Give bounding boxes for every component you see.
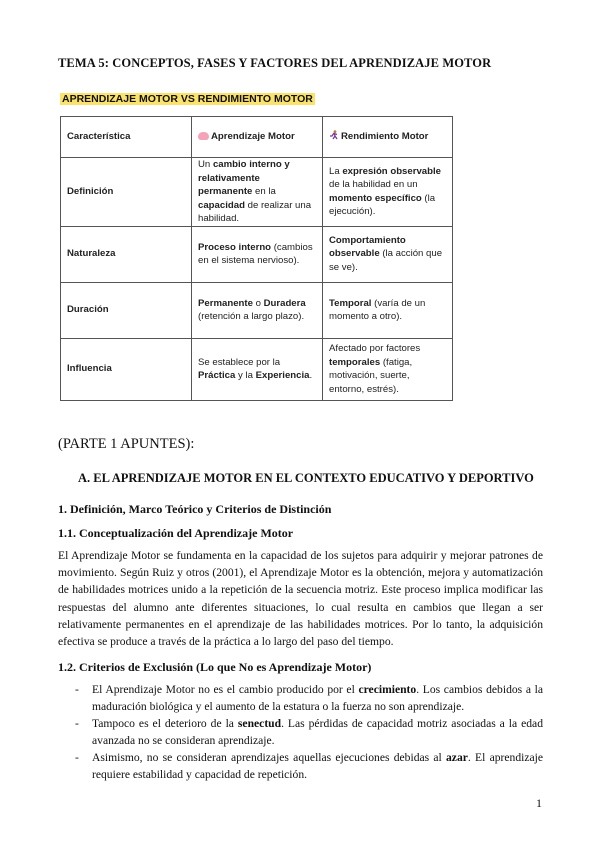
table-header-row (61, 117, 453, 158)
cell-rendimiento: Afectado por factores temporales (fatiga, motivación, suerte, entorno, estrés). (323, 338, 453, 400)
cell-rendimiento: Temporal (varía de un momento a otro). (323, 282, 453, 338)
document-title: TEMA 5: CONCEPTOS, FASES Y FACTORES DEL APRENDIZAJE MOTOR (58, 56, 492, 70)
row-label: Naturaleza (61, 226, 192, 282)
header-rendimiento-label: Rendimiento Motor (341, 131, 429, 143)
comparison-table (60, 116, 453, 401)
row-label: Duración (61, 282, 192, 338)
header-aprendizaje-label: Aprendizaje Motor (211, 131, 295, 143)
cell-aprendizaje: Un cambio interno y relativamente permanente en la capacidad de realizar una habilidad. (192, 158, 323, 227)
table-row (61, 226, 453, 282)
table-row (61, 158, 453, 227)
cell-rendimiento: Comportamiento observable (la acción que se ve). (323, 226, 453, 282)
cell-rendimiento: La expresión observable de la habilidad en un momento específico (la ejecución). (323, 158, 453, 227)
table-row (61, 338, 453, 400)
row-label: Influencia (61, 338, 192, 400)
section-a-heading: A. EL APRENDIZAJE MOTOR EN EL CONTEXTO EDUCATIVO Y DEPORTIVO (78, 471, 534, 485)
header-rendimiento (323, 117, 453, 158)
row-label: Definición (61, 158, 192, 227)
cell-aprendizaje: Se establece por la Práctica y la Experiencia. (192, 338, 323, 400)
runner-icon (329, 130, 339, 140)
header-aprendizaje (192, 117, 323, 158)
table-section-label: APRENDIZAJE MOTOR VS RENDIMIENTO MOTOR (62, 93, 313, 105)
heading-1-1: 1.1. Conceptualización del Aprendizaje Motor (58, 526, 294, 540)
brain-icon (198, 132, 209, 140)
cell-aprendizaje: Proceso interno (cambios en el sistema nervioso). (192, 226, 323, 282)
table-row (61, 282, 453, 338)
paragraph-1-1: El Aprendizaje Motor se fundamenta en la capacidad de los sujetos para adquirir y mejorar patrones de movimiento. Según Ruiz y otros (2001), el Aprendizaje Motor es la obtención, mejora y automatización de habilidades motrices unido a la repetición de la secuencia motriz. Este proceso implica modificar las respuestas del alumno ante diferentes situaciones, lo cual resulta en cambios que llegan a ser relativamente permanentes en el aprendizaje de las habilidades motrices. Por lo tanto, la adquisición efectiva se produce a través de la práctica a lo largo del paso del tiempo. (58, 549, 543, 649)
heading-1: 1. Definición, Marco Teórico y Criterios de Distinción (58, 502, 332, 516)
page-number: 1 (536, 796, 542, 810)
parte-label: (PARTE 1 APUNTES): (58, 436, 195, 452)
heading-1-2: 1.2. Criterios de Exclusión (Lo que No es Aprendizaje Motor) (58, 660, 372, 674)
list-item: - Asimismo, no se consideran aprendizajes aquellas ejecuciones debidas al azar. El aprendizaje requiere estabilidad y capacidad de repetición. (75, 751, 543, 781)
cell-aprendizaje: Permanente o Duradera (retención a largo plazo). (192, 282, 323, 338)
header-caracteristica: Característica (61, 117, 192, 158)
list-item: - Tampoco es el deterioro de la senectud. Las pérdidas de capacidad motriz asociadas a la edad avanzada no se consideran aprendizaje. (75, 717, 543, 747)
list-item: - El Aprendizaje Motor no es el cambio producido por el crecimiento. Los cambios debidos a la maduración biológica y el aumento de la estatura o la fuerza no son aprendizaje. (75, 683, 544, 713)
exclusion-list (58, 681, 543, 783)
